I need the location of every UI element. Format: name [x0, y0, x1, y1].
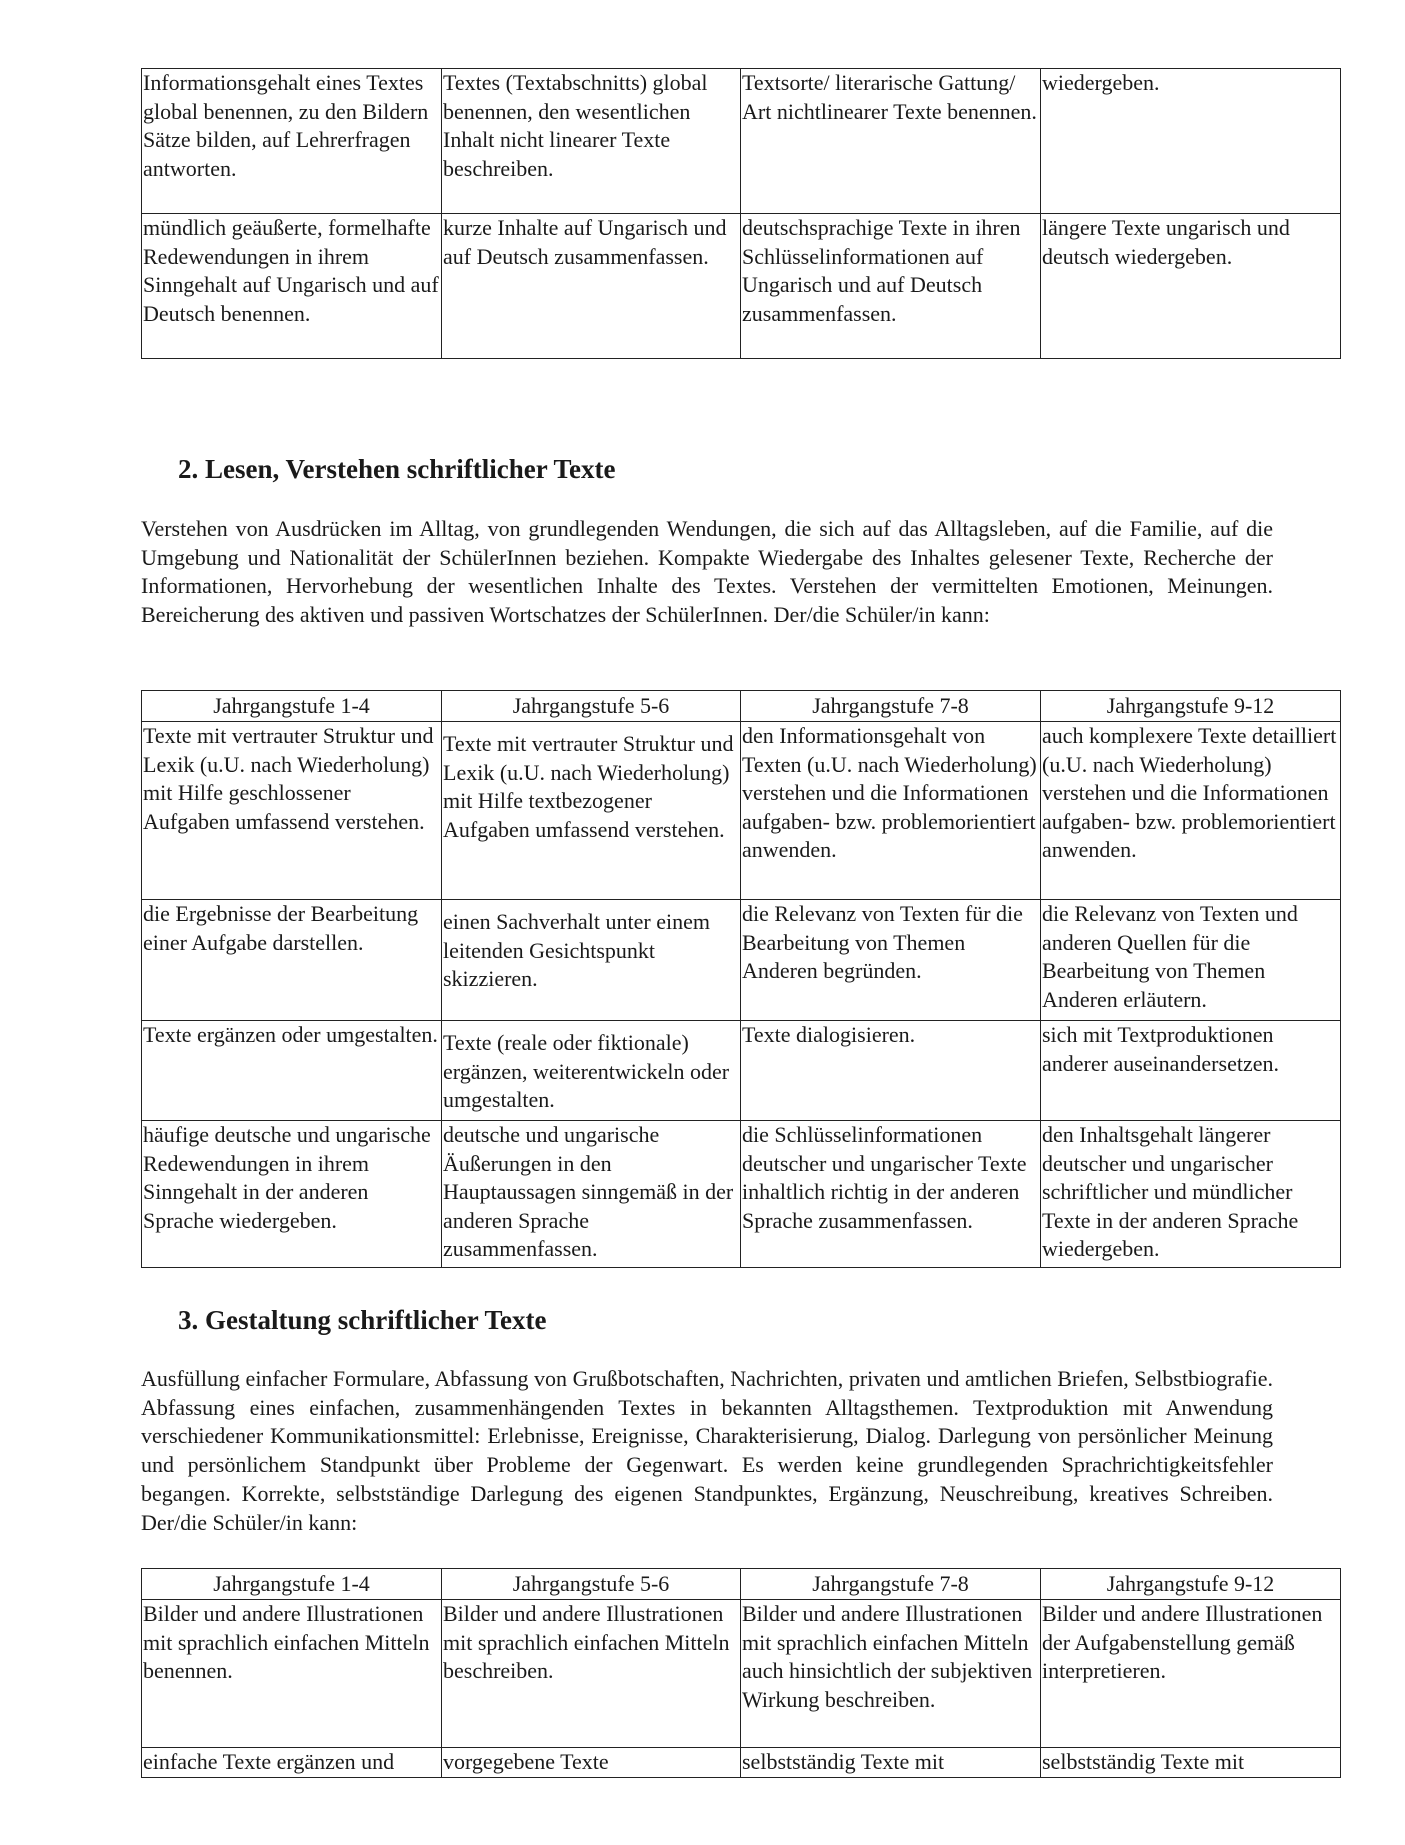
table-row: [142, 1600, 1341, 1748]
competency-table: [141, 690, 1341, 1268]
table-cell: den Inhaltsgehalt längerer deutscher und ungarischer schriftlicher und mündlicher Texte in der anderen Sprache wiedergeben.: [1041, 1121, 1341, 1268]
table-row: [142, 900, 1341, 1021]
column-header: Jahrgangstufe 7-8: [741, 691, 1041, 722]
section-intro: Verstehen von Ausdrücken im Alltag, von grundlegenden Wendungen, die sich auf das Alltagsleben, auf die Familie, auf die Umgebung und Nationalität der SchülerInnen beziehen. Kompakte Wiedergabe des Inhaltes gelesener Texte, Recherche der Informationen, Hervorhebung der wesentlichen Inhalte des Textes. Verstehen der vermittelten Emotionen, Meinungen. Bereicherung des aktiven und passiven Wortschatzes der SchülerInnen. Der/die Schüler/in kann:: [141, 516, 1273, 628]
section-heading: 3. Gestaltung schriftlicher Texte: [178, 1305, 547, 1335]
table-cell: die Relevanz von Texten für die Bearbeitung von Themen Anderen begründen.: [741, 900, 1041, 1021]
table-cell: einfache Texte ergänzen und: [142, 1748, 442, 1778]
table-cell: Texte mit vertrauter Struktur und Lexik (u.U. nach Wiederholung) mit Hilfe textbezogener Aufgaben umfassend verstehen.: [442, 722, 741, 900]
column-header: Jahrgangstufe 1-4: [142, 1569, 442, 1600]
column-header: Jahrgangstufe 9-12: [1041, 691, 1341, 722]
table-cell: selbstständig Texte mit: [1041, 1748, 1341, 1778]
table-cell: den Informationsgehalt von Texten (u.U. nach Wiederholung) verstehen und die Informationen aufgaben- bzw. problemorientiert anwenden.: [741, 722, 1041, 900]
table-cell: Bilder und andere Illustrationen mit sprachlich einfachen Mitteln beschreiben.: [442, 1600, 741, 1748]
section-heading: 2. Lesen, Verstehen schriftlicher Texte: [178, 454, 616, 484]
table-row: [142, 1121, 1341, 1268]
table-header-row: [142, 1569, 1341, 1600]
column-header: Jahrgangstufe 1-4: [142, 691, 442, 722]
table-cell: kurze Inhalte auf Ungarisch und auf Deutsch zusammenfassen.: [442, 214, 741, 359]
section-intro: Ausfüllung einfacher Formulare, Abfassung von Grußbotschaften, Nachrichten, privaten und amtlichen Briefen, Selbstbiografie. Abfassung eines einfachen, zusammenhängenden Textes in bekannten Alltagsthemen. Textproduktion mit Anwendung verschiedener Kommunikationsmittel: Erlebnisse, Ereignisse, Charakterisierung, Dialog. Darlegung von persönlicher Meinung und persönlichem Standpunkt über Probleme der Gegenwart. Es werden keine grundlegenden Sprachrichtigkeitsfehler begangen. Korrekte, selbstständige Darlegung des eigenen Standpunktes, Ergänzung, Neuschreibung, kreatives Schreiben. Der/die Schüler/in kann:: [141, 1366, 1273, 1535]
competency-table: [141, 1568, 1341, 1778]
table-cell: Bilder und andere Illustrationen mit sprachlich einfachen Mitteln auch hinsichtlich der subjektiven Wirkung beschreiben.: [741, 1600, 1041, 1748]
table-cell: Texte ergänzen oder umgestalten.: [142, 1021, 442, 1121]
table-cell: Bilder und andere Illustrationen der Aufgabenstellung gemäß interpretieren.: [1041, 1600, 1341, 1748]
table-cell: wiedergeben.: [1041, 69, 1341, 214]
table-cell: häufige deutsche und ungarische Redewendungen in ihrem Sinngehalt in der anderen Sprache wiedergeben.: [142, 1121, 442, 1268]
table-cell: mündlich geäußerte, formelhafte Redewendungen in ihrem Sinngehalt auf Ungarisch und auf Deutsch benennen.: [142, 214, 442, 359]
table-cell: auch komplexere Texte detailliert (u.U. nach Wiederholung) verstehen und die Informationen aufgaben- bzw. problemorientiert anwenden.: [1041, 722, 1341, 900]
top-table: [141, 68, 1341, 359]
table-cell: Textsorte/ literarische Gattung/ Art nichtlinearer Texte benennen.: [741, 69, 1041, 214]
table-cell: Texte dialogisieren.: [741, 1021, 1041, 1121]
table-cell: Bilder und andere Illustrationen mit sprachlich einfachen Mitteln benennen.: [142, 1600, 442, 1748]
table-row: [142, 1021, 1341, 1121]
table-cell: die Relevanz von Texten und anderen Quellen für die Bearbeitung von Themen Anderen erläutern.: [1041, 900, 1341, 1021]
column-header: Jahrgangstufe 9-12: [1041, 1569, 1341, 1600]
table-header-row: [142, 691, 1341, 722]
table-cell: deutsche und ungarische Äußerungen in den Hauptaussagen sinngemäß in der anderen Sprache zusammenfassen.: [442, 1121, 741, 1268]
table-cell: selbstständig Texte mit: [741, 1748, 1041, 1778]
table-row: [142, 214, 1341, 359]
table-row: [142, 69, 1341, 214]
table-cell: Informationsgehalt eines Textes global benennen, zu den Bildern Sätze bilden, auf Lehrerfragen antworten.: [142, 69, 442, 214]
table-row: [142, 1748, 1341, 1778]
table-cell: die Schlüsselinformationen deutscher und ungarischer Texte inhaltlich richtig in der anderen Sprache zusammenfassen.: [741, 1121, 1041, 1268]
table-cell: Texte (reale oder fiktionale) ergänzen, weiterentwickeln oder umgestalten.: [442, 1021, 741, 1121]
column-header: Jahrgangstufe 5-6: [442, 691, 741, 722]
table-cell: Texte mit vertrauter Struktur und Lexik (u.U. nach Wiederholung) mit Hilfe geschlossener Aufgaben umfassend verstehen.: [142, 722, 442, 900]
table-cell: sich mit Textproduktionen anderer auseinandersetzen.: [1041, 1021, 1341, 1121]
table-cell: vorgegebene Texte: [442, 1748, 741, 1778]
table-cell: Textes (Textabschnitts) global benennen, den wesentlichen Inhalt nicht linearer Texte beschreiben.: [442, 69, 741, 214]
table-cell: längere Texte ungarisch und deutsch wiedergeben.: [1041, 214, 1341, 359]
table-cell: einen Sachverhalt unter einem leitenden Gesichtspunkt skizzieren.: [442, 900, 741, 1021]
table-cell: deutschsprachige Texte in ihren Schlüsselinformationen auf Ungarisch und auf Deutsch zusammenfassen.: [741, 214, 1041, 359]
table-row: [142, 722, 1341, 900]
table-cell: die Ergebnisse der Bearbeitung einer Aufgabe darstellen.: [142, 900, 442, 1021]
column-header: Jahrgangstufe 5-6: [442, 1569, 741, 1600]
column-header: Jahrgangstufe 7-8: [741, 1569, 1041, 1600]
